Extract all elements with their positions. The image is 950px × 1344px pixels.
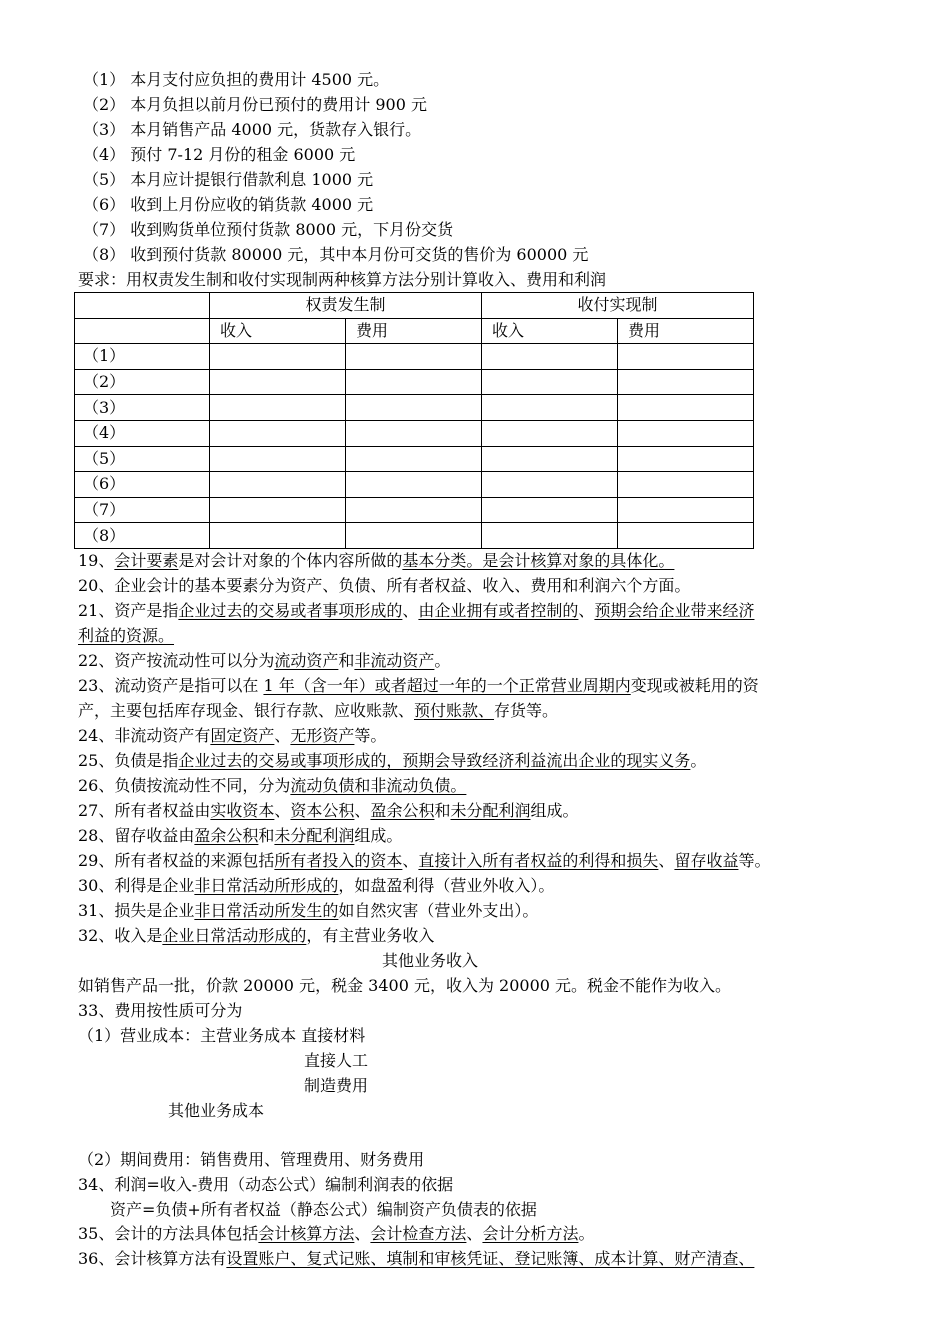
item-5: （5） 本月应计提银行借款利息 1000 元: [83, 170, 374, 189]
table-cell[interactable]: [346, 420, 482, 446]
note-text: 。: [578, 1224, 595, 1243]
note-text: ，有主营业务收入: [306, 926, 435, 945]
item-8: （8） 收到预付货款 80000 元，其中本月份可交货的售价为 60000 元: [83, 245, 589, 264]
note-21-cont: [78, 624, 910, 648]
note-key-term: 盈余公积: [370, 801, 435, 820]
note-text: 等。: [738, 851, 771, 870]
table-corner-cell: [75, 293, 210, 319]
note-key-term: 企业过去的交易或事项形成的，预期会导致经济利益流出企业的现实义务: [178, 751, 691, 770]
note-key-term: 直接计入所有者权益的利得和损失: [418, 851, 659, 870]
note-text: 29、所有者权益的来源包括: [78, 851, 275, 870]
note-23: [78, 674, 910, 698]
requirement-text: 要求：用权责发生制和收付实现制两种核算方法分别计算收入、费用和利润: [78, 270, 607, 289]
note-32: [78, 924, 910, 948]
note-text: 、: [354, 801, 371, 820]
table-cell[interactable]: [210, 369, 346, 395]
row-label: （5）: [75, 446, 210, 472]
note-text: 21、资产是指: [78, 601, 179, 620]
note-26: [78, 774, 910, 798]
subheader-cash-income: 收入: [482, 318, 618, 344]
table-subheader-row: [75, 318, 754, 344]
note-key-term: 未分配利润: [274, 826, 355, 845]
item-6: （6） 收到上月份应收的销货款 4000 元: [83, 195, 374, 214]
table-cell[interactable]: [482, 420, 618, 446]
item-4: （4） 预付 7-12 月份的租金 6000 元: [83, 145, 356, 164]
note-33: 33、费用按性质可分为: [78, 1001, 243, 1020]
table-cell[interactable]: [482, 344, 618, 370]
note-text: 如自然灾害（营业外支出）。: [338, 901, 539, 920]
note-key-term: 会计核算方法: [258, 1224, 355, 1243]
table-cell[interactable]: [210, 472, 346, 498]
table-row: [75, 395, 754, 421]
note-31: [78, 899, 910, 923]
note-text: 和: [434, 801, 451, 820]
note-32-other-income: 其他业务收入: [382, 951, 479, 970]
table-cell[interactable]: [618, 420, 754, 446]
note-key-term: 流动资产: [274, 651, 339, 670]
note-text: 、: [354, 1224, 371, 1243]
table-cell[interactable]: [210, 395, 346, 421]
note-key-term: 企业过去的交易或者事项形成的: [178, 601, 403, 620]
note-text: 32、收入是: [78, 926, 163, 945]
note-22: [78, 649, 910, 673]
subheader-cash-expense: 费用: [618, 318, 754, 344]
note-text: 27、所有者权益由: [78, 801, 211, 820]
note-text: 25、负债是指: [78, 751, 179, 770]
note-33-period-expense: （2）期间费用：销售费用、管理费用、财务费用: [78, 1150, 425, 1169]
table-cell[interactable]: [482, 395, 618, 421]
table-cell[interactable]: [618, 344, 754, 370]
note-text: 31、损失是企业: [78, 901, 195, 920]
note-key-term: 企业日常活动形成的: [162, 926, 307, 945]
row-label: （4）: [75, 420, 210, 446]
note-key-term: 设置账户、复式记账、填制和审核凭证、登记账簿、成本计算、财产清查、: [226, 1249, 755, 1268]
note-key-term: 盈余公积: [194, 826, 259, 845]
table-cell[interactable]: [346, 497, 482, 523]
note-text: 、: [402, 601, 419, 620]
table-cell[interactable]: [210, 446, 346, 472]
note-32-example: 如销售产品一批，价款 20000 元，税金 3400 元，收入为 20000 元。税金不能作为收入。: [78, 976, 732, 995]
note-27: [78, 799, 910, 823]
note-36: [78, 1247, 910, 1271]
note-20: 20、企业会计的基本要素分为资产、负债、所有者权益、收入、费用和利润六个方面。: [78, 576, 691, 595]
note-24: [78, 724, 910, 748]
table-cell[interactable]: [618, 523, 754, 549]
note-text: 、: [466, 1224, 483, 1243]
table-cell[interactable]: [482, 369, 618, 395]
note-28: [78, 824, 910, 848]
note-text: 、: [658, 851, 675, 870]
table-cell[interactable]: [482, 497, 618, 523]
note-19: [78, 549, 910, 573]
table-cell[interactable]: [346, 344, 482, 370]
note-text: 。: [434, 651, 451, 670]
table-cell[interactable]: [618, 497, 754, 523]
note-key-term: 基本分类。是会计核算对象的具体化。: [402, 551, 675, 570]
note-text: 22、资产按流动性可以分为: [78, 651, 275, 670]
table-cell[interactable]: [482, 523, 618, 549]
note-key-term: 留存收益: [674, 851, 739, 870]
note-key-term: 非日常活动所发生的: [194, 901, 339, 920]
item-2: （2） 本月负担以前月份已预付的费用计 900 元: [83, 95, 427, 114]
note-text: 是对会计对象的个体内容所做的: [178, 551, 403, 570]
table-row: [75, 369, 754, 395]
table-cell[interactable]: [482, 472, 618, 498]
table-cell[interactable]: [346, 472, 482, 498]
table-cell[interactable]: [482, 446, 618, 472]
row-label: （6）: [75, 472, 210, 498]
table-cell[interactable]: [210, 344, 346, 370]
note-key-term: 非流动资产: [354, 651, 435, 670]
table-cell[interactable]: [346, 395, 482, 421]
note-34-balance: 资产=负债+所有者权益（静态公式）编制资产负债表的依据: [110, 1200, 537, 1219]
note-33-direct-labor: 直接人工: [304, 1051, 369, 1070]
note-text: ，如盘盈利得（营业外收入）。: [338, 876, 555, 895]
note-29: [78, 849, 910, 873]
note-key-term: 非日常活动所形成的: [194, 876, 339, 895]
note-key-term: 会计分析方法: [482, 1224, 579, 1243]
row-label: （8）: [75, 523, 210, 549]
note-key-term: 无形资产: [290, 726, 355, 745]
item-3: （3） 本月销售产品 4000 元，货款存入银行。: [83, 120, 422, 139]
row-label: （2）: [75, 369, 210, 395]
table-corner-cell: [75, 318, 210, 344]
note-33-overhead: 制造费用: [304, 1076, 369, 1095]
note-text: 30、利得是企业: [78, 876, 195, 895]
table-cell[interactable]: [346, 523, 482, 549]
note-text: 28、留存收益由: [78, 826, 195, 845]
note-key-term: 流动负债和非流动负债。: [290, 776, 467, 795]
note-key-term: 会计检查方法: [370, 1224, 467, 1243]
note-text: 24、非流动资产有: [78, 726, 211, 745]
note-text: 、: [274, 726, 291, 745]
note-text: 和: [258, 826, 275, 845]
table-cell[interactable]: [210, 497, 346, 523]
note-text: 、: [274, 801, 291, 820]
table-cell[interactable]: [618, 369, 754, 395]
note-23-cont: [78, 699, 910, 723]
table-cell[interactable]: [618, 395, 754, 421]
note-key-term: 未分配利润: [450, 801, 531, 820]
table-header-row: [75, 293, 754, 319]
note-33-other-cost: 其他业务成本: [168, 1101, 265, 1120]
note-key-term: 会计要素: [114, 551, 179, 570]
table-cell[interactable]: [210, 420, 346, 446]
note-text: 35、会计的方法具体包括: [78, 1224, 259, 1243]
note-key-term: 固定资产: [210, 726, 275, 745]
note-key-term: 预期会给企业带来经济: [594, 601, 755, 620]
table-row: [75, 472, 754, 498]
note-text: 、: [402, 851, 419, 870]
note-34: 34、利润=收入-费用（动态公式）编制利润表的依据: [78, 1175, 454, 1194]
note-key-term: 预付账款、: [414, 701, 495, 720]
note-text: 等。: [354, 726, 387, 745]
row-label: （3）: [75, 395, 210, 421]
note-21: [78, 599, 910, 623]
note-text: 和: [338, 651, 355, 670]
table-cell[interactable]: [618, 446, 754, 472]
note-key-term: 利益的资源。: [78, 626, 175, 645]
table-cell[interactable]: [618, 472, 754, 498]
note-text: 23、流动资产是指可以在: [78, 676, 264, 695]
subheader-accrual-expense: 费用: [346, 318, 482, 344]
note-text: 、: [578, 601, 595, 620]
note-text: 变现或被耗用的资: [630, 676, 759, 695]
header-accrual-basis: 权责发生制: [210, 293, 482, 319]
row-label: （1）: [75, 344, 210, 370]
note-text: 存货等。: [494, 701, 559, 720]
table-row: [75, 497, 754, 523]
note-text: 组成。: [354, 826, 403, 845]
note-text: 36、会计核算方法有: [78, 1249, 227, 1268]
subheader-accrual-income: 收入: [210, 318, 346, 344]
table-row: [75, 420, 754, 446]
table-row: [75, 523, 754, 549]
note-key-term: 资本公积: [290, 801, 355, 820]
note-text: 26、负债按流动性不同，分为: [78, 776, 291, 795]
note-text: 。: [690, 751, 707, 770]
note-30: [78, 874, 910, 898]
header-cash-basis: 收付实现制: [482, 293, 754, 319]
note-25: [78, 749, 910, 773]
item-7: （7） 收到购货单位预付货款 8000 元，下月份交货: [83, 220, 454, 239]
table-row: [75, 344, 754, 370]
note-text: 19、: [78, 551, 115, 570]
table-cell[interactable]: [210, 523, 346, 549]
note-text: 组成。: [530, 801, 579, 820]
row-label: （7）: [75, 497, 210, 523]
note-33-operating-cost: （1）营业成本：主营业务成本 直接材料: [78, 1026, 366, 1045]
note-key-term: 实收资本: [210, 801, 275, 820]
note-35: [78, 1222, 910, 1246]
note-key-term: 1 年（含一年）或者超过一年的一个正常营业周期内: [263, 676, 631, 695]
note-key-term: 由企业拥有或者控制的: [418, 601, 579, 620]
item-1: （1） 本月支付应负担的费用计 4500 元。: [83, 70, 390, 89]
note-key-term: 所有者投入的资本: [274, 851, 403, 870]
table-cell[interactable]: [346, 446, 482, 472]
table-row: [75, 446, 754, 472]
note-text: 产，主要包括库存现金、银行存款、应收账款、: [78, 701, 415, 720]
accrual-cash-table: [74, 292, 754, 549]
table-cell[interactable]: [346, 369, 482, 395]
